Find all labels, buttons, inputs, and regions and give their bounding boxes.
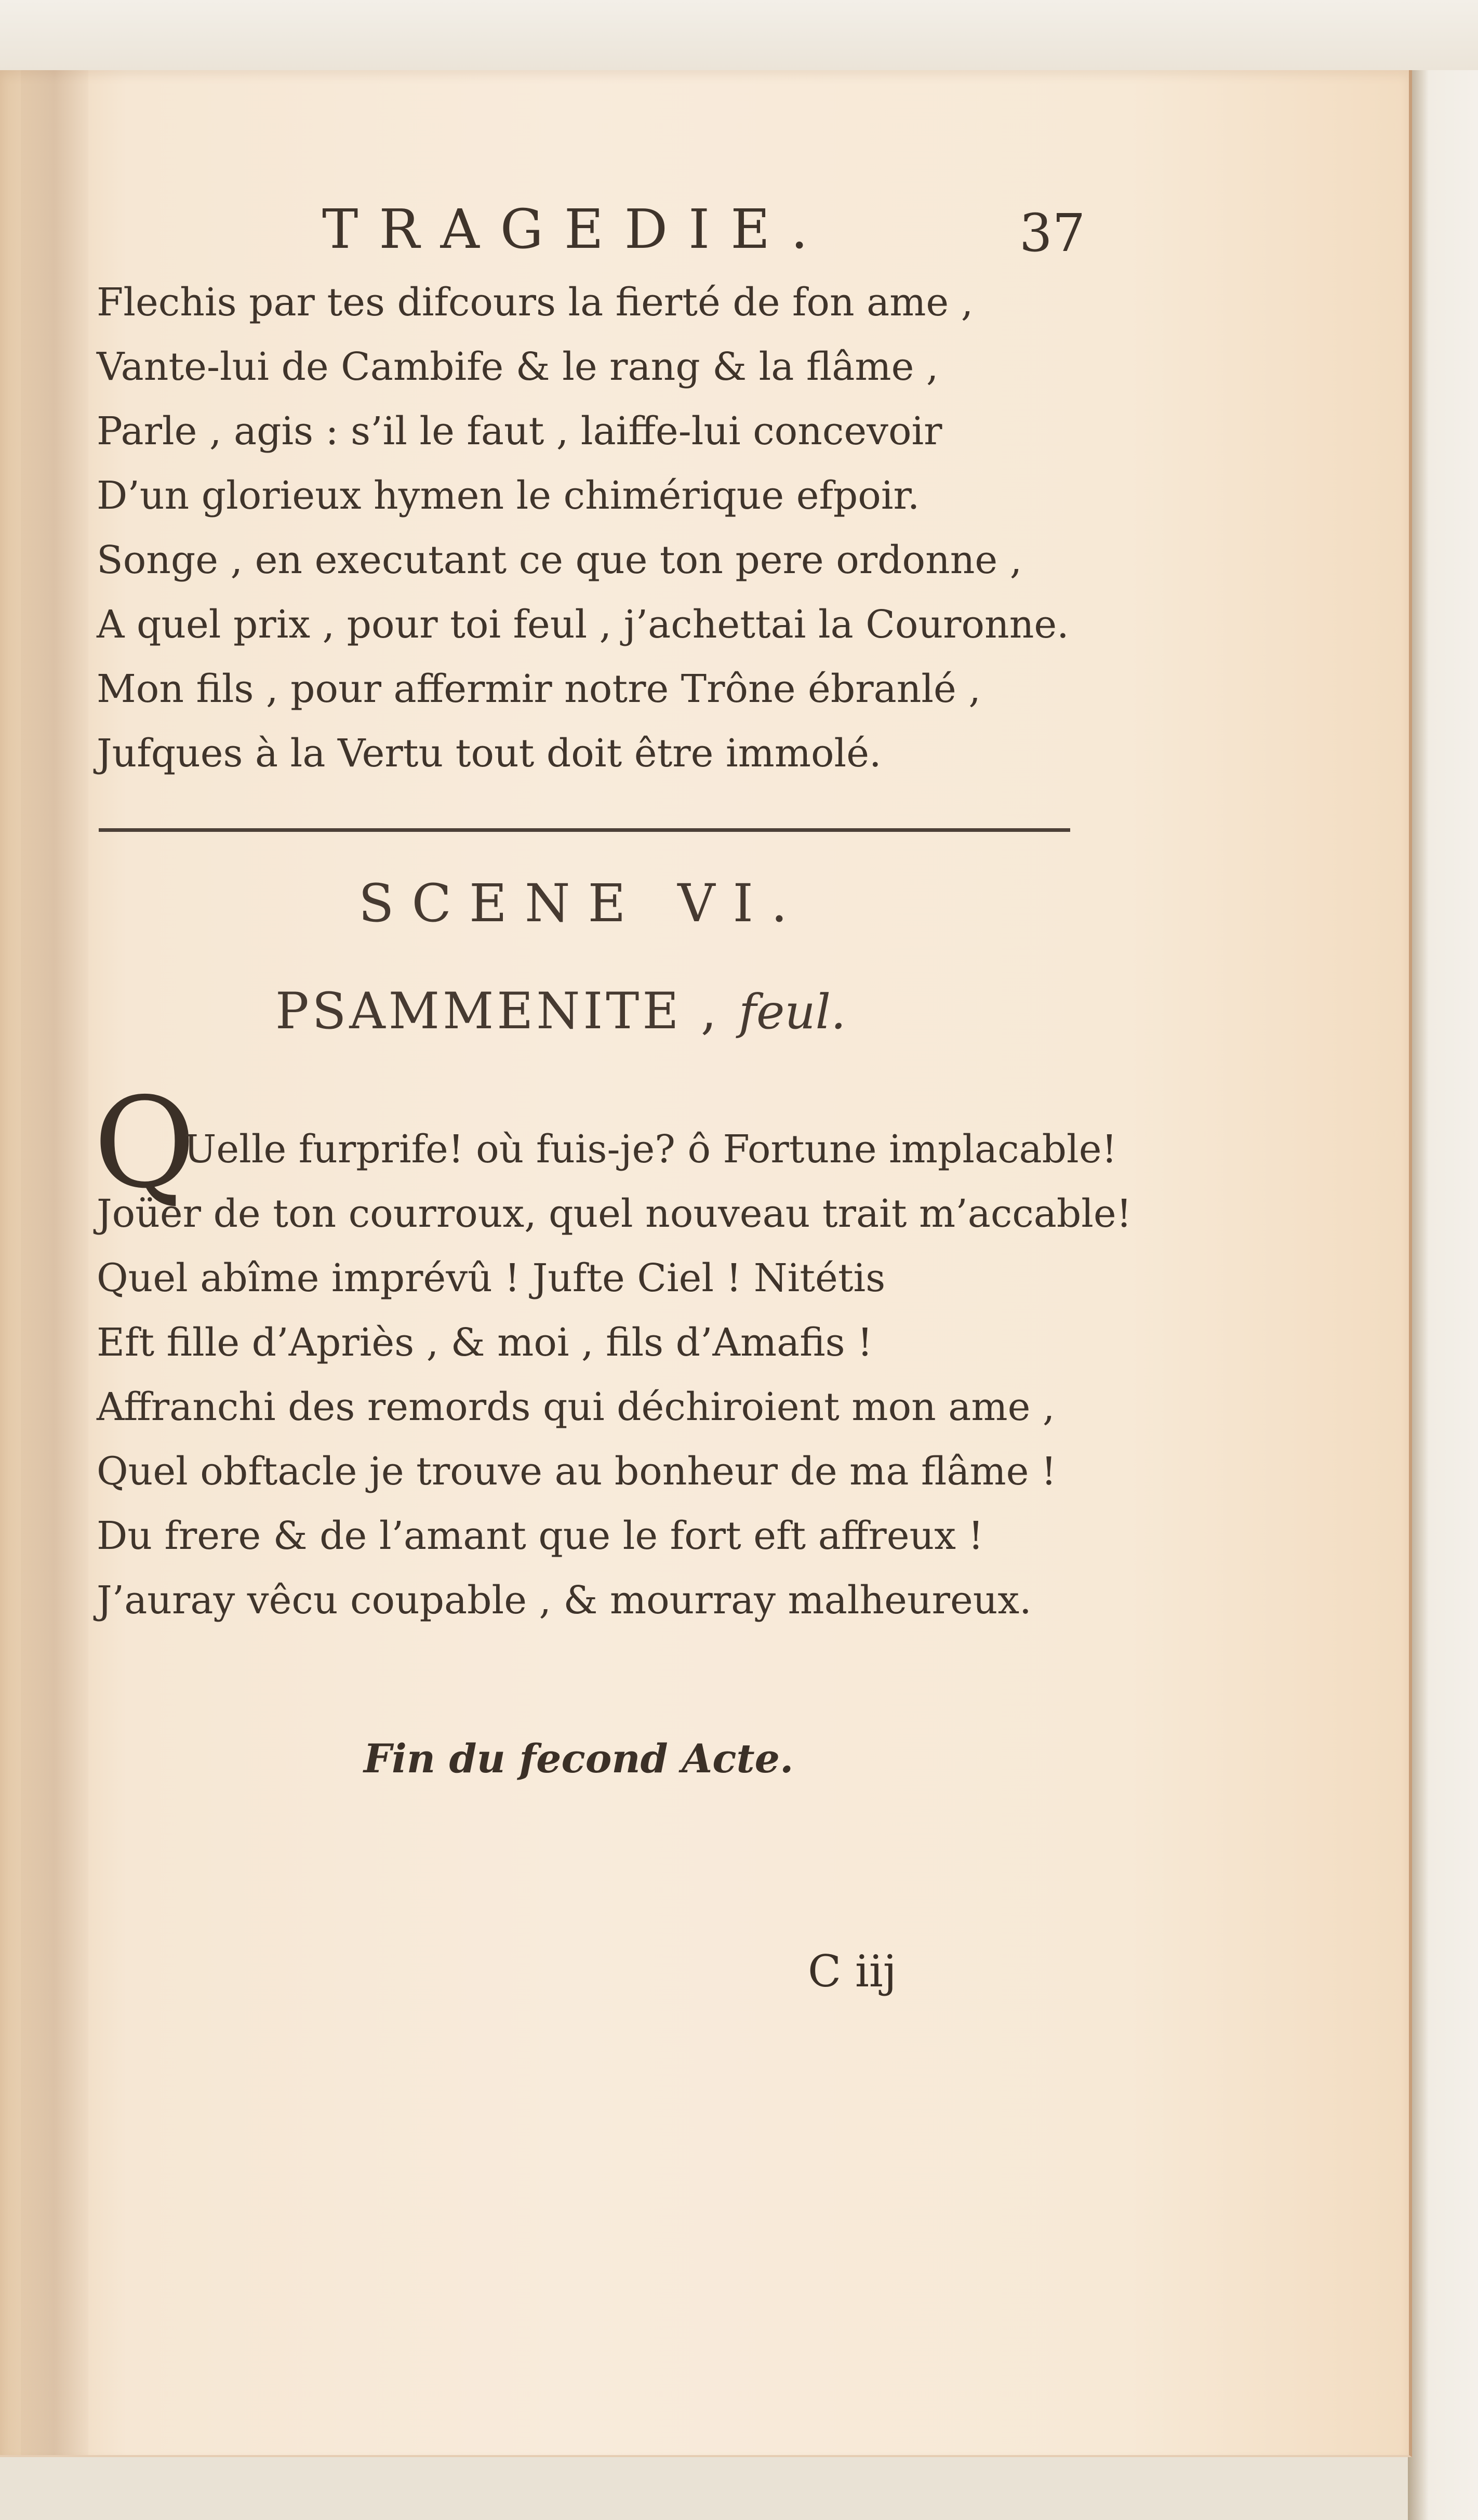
end-of-act-note: Fin du fecond Acte.: [364, 1735, 794, 1782]
verse-line: Uelle furprife! où fuis-je? ô Fortune implacable!: [184, 1127, 1117, 1172]
verse-line: Joüer de ton courroux, quel nouveau trait m’accable!: [97, 1191, 1132, 1236]
character-heading: [275, 982, 846, 1040]
character-name: PSAMMENITE ,: [275, 982, 720, 1040]
scene-title: SCENE VI.: [358, 873, 805, 934]
verse-line: Eft fille d’Apriès , & moi , fils d’Amafis !: [97, 1320, 873, 1365]
page-header: [0, 192, 1409, 265]
verse-line: Flechis par tes difcours la fierté de fon ame ,: [97, 280, 974, 325]
verse-line: D’un glorieux hymen le chimérique efpoir.: [97, 473, 920, 518]
signature-mark: C iij: [808, 1946, 897, 1997]
running-title: TRAGEDIE.: [322, 197, 829, 261]
page-gutter-shadow: [21, 70, 88, 2455]
scan-background-top: [0, 0, 1478, 70]
verse-line: Mon fils , pour affermir notre Trône ébranlé ,: [97, 667, 981, 711]
verse-line: Affranchi des remords qui déchiroient mon ame ,: [97, 1385, 1055, 1429]
verse-block-before: [97, 270, 1069, 786]
verse-line: Jufques à la Vertu tout doit être immolé.: [97, 731, 882, 776]
verse-line: J’auray vêcu coupable , & mourray malheureux.: [97, 1578, 1032, 1623]
page-number: 37: [1019, 203, 1086, 263]
verse-line: Quel obftacle je trouve au bonheur de ma flâme !: [97, 1449, 1057, 1494]
monologue-block: [97, 1117, 1131, 1633]
verse-line: A quel prix , pour toi feul , j’achettai la Couronne.: [97, 602, 1069, 647]
verse-line: Vante-lui de Cambife & le rang & la flâme ,: [97, 344, 939, 389]
verse-line: Quel abîme imprévû ! Jufte Ciel ! Nitétis: [97, 1256, 886, 1301]
stage-direction: feul.: [738, 984, 846, 1040]
section-divider-rule: [99, 828, 1070, 832]
verse-line: Du frere & de l’amant que le fort eft affreux !: [97, 1514, 984, 1558]
scan-background-right: [1408, 70, 1478, 2520]
verse-line: Parle , agis : s’il le faut , laiffe-lui concevoir: [97, 409, 942, 454]
verse-line: Songe , en executant ce que ton pere ordonne ,: [97, 538, 1022, 582]
drop-cap: Q: [94, 1070, 196, 1216]
